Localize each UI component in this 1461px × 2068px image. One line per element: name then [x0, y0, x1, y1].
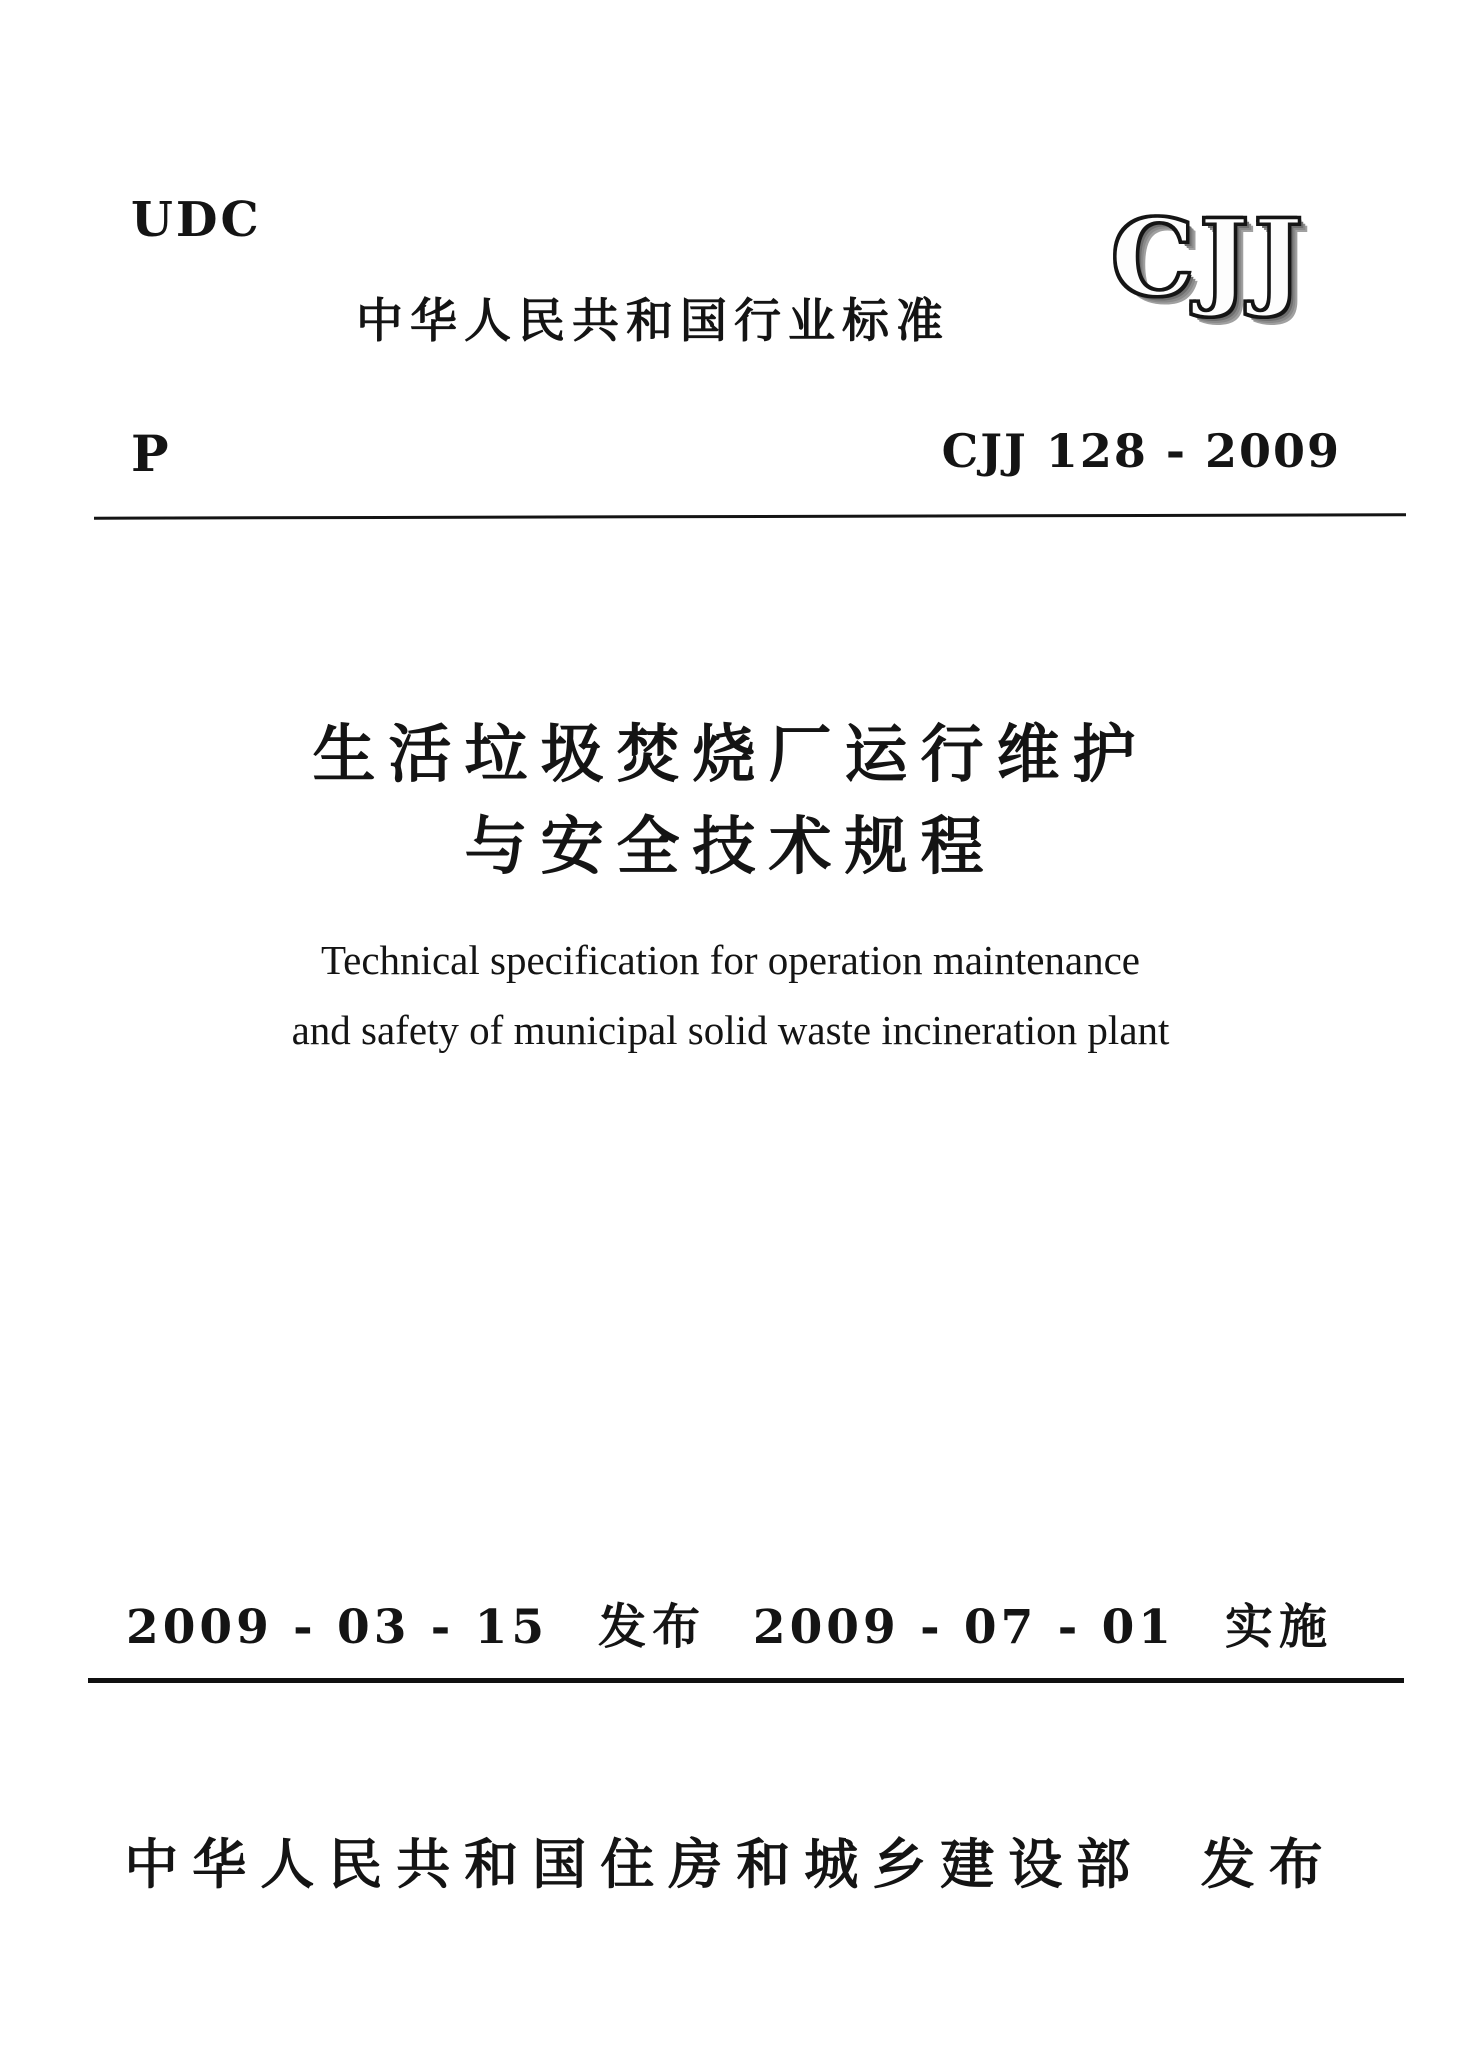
- issue-date: 2009 - 03 - 15: [126, 1600, 549, 1655]
- cjj-logo: [1084, 195, 1334, 328]
- standard-number: CJJ 128 - 2009: [941, 424, 1341, 478]
- issue-date-group: [126, 1588, 706, 1657]
- udc-label: UDC: [131, 192, 262, 248]
- classification-code: P: [131, 424, 169, 483]
- implement-date: 2009 - 07 - 01: [752, 1600, 1175, 1655]
- publisher-action-label: 发布: [1200, 1835, 1337, 1895]
- implement-date-label: 实施: [1224, 1601, 1333, 1654]
- issue-date-label: 发布: [598, 1601, 707, 1654]
- date-row: [0, 1588, 1461, 1655]
- title-chinese-line2: 与安全技术规程: [464, 812, 997, 882]
- cjj-logo-text: CJJ: [1110, 195, 1308, 320]
- header-rule: [94, 513, 1406, 519]
- implement-date-group: [753, 1588, 1333, 1657]
- title-chinese-line1: 生活垃圾焚烧厂运行维护: [312, 720, 1149, 790]
- title-english-line1: Technical specification for operation maintenance: [320, 937, 1141, 983]
- publisher-row: [0, 1822, 1461, 1899]
- standard-type-heading: 中华人民共和国行业标准: [356, 296, 950, 348]
- title-english-line2: and safety of municipal solid waste incineration plant: [291, 1007, 1170, 1053]
- publisher-name: 中华人民共和国住房和城乡建设部: [124, 1835, 1145, 1895]
- footer-rule: [88, 1678, 1404, 1683]
